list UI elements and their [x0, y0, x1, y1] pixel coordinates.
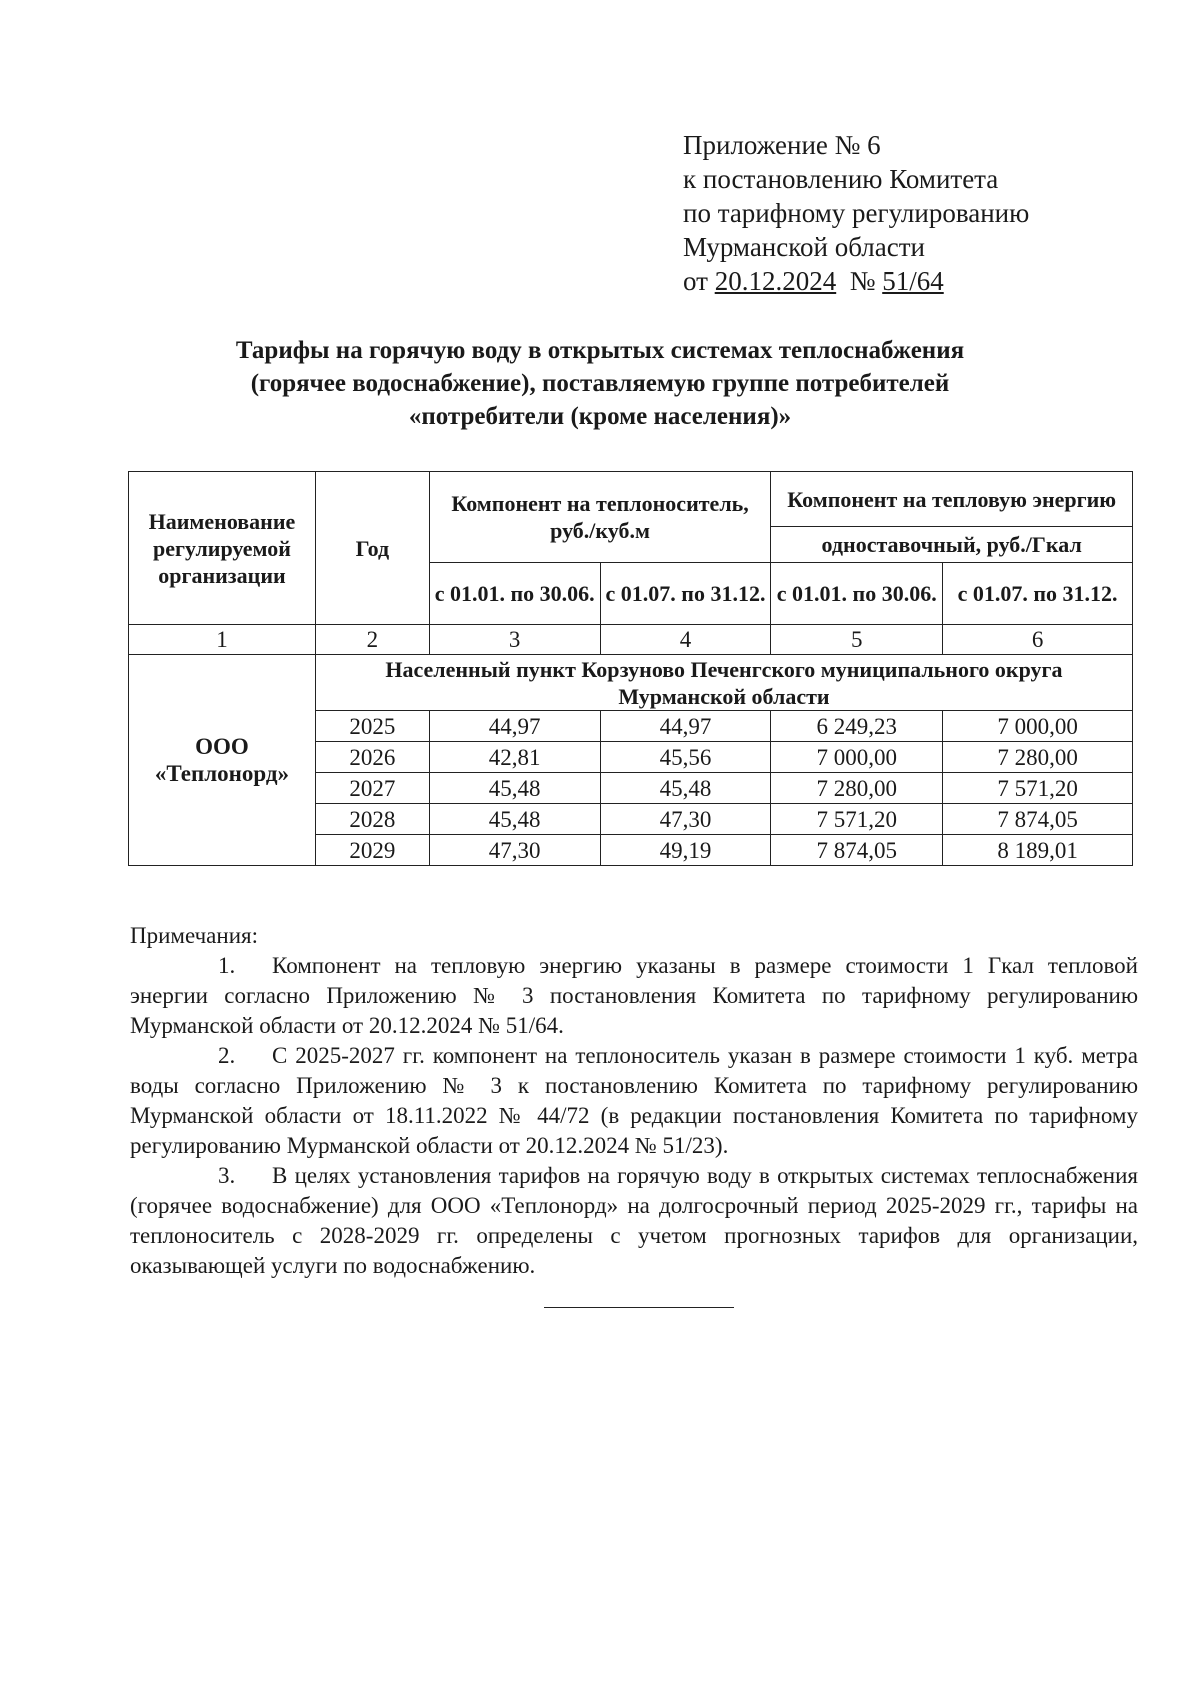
note-text: С 2025-2027 гг. компонент на теплоноситель указан в размере стоимости 1 куб. метра воды согласно Приложению № 3 к постановлению Комитета по тарифному регулированию Мурманской области от 18.11.2022 № 44/72 (в редакции постановления Комитета по тарифному регулированию Мурманской области от 20.12.2024 № 51/23). — [130, 1043, 1138, 1158]
appendix-line-2: к постановлению Комитета — [683, 164, 999, 194]
note-item — [130, 1161, 1138, 1281]
number-prefix: № — [849, 266, 876, 296]
header-energy-sub: одноставочный, руб./Гкал — [771, 527, 1133, 563]
note-text: Компонент на тепловую энергию указаны в размере стоимости 1 Гкал тепловой энергии согласно Приложению № 3 постановления Комитета по тарифному регулированию Мурманской области от 20.12.2024 № 51/64. — [130, 953, 1138, 1038]
header-org: Наименование регулируемой организации — [129, 472, 316, 625]
carrier-h1-cell: 42,81 — [429, 742, 600, 773]
notes-section — [130, 921, 1138, 1281]
title-line-3: «потребители (кроме населения)» — [408, 403, 792, 430]
year-cell: 2028 — [315, 804, 429, 835]
note-number: 2. — [218, 1043, 236, 1068]
energy-h1-cell: 7 571,20 — [771, 804, 943, 835]
header-energy: Компонент на тепловую энергию — [771, 472, 1133, 527]
closing-divider — [544, 1307, 734, 1308]
header-period-1: с 01.01. по 30.06. — [429, 563, 600, 625]
appendix-date-line — [683, 264, 1029, 298]
resolution-date: 20.12.2024 — [714, 266, 837, 296]
energy-h1-cell: 7 280,00 — [771, 773, 943, 804]
column-number: 2 — [315, 625, 429, 655]
date-prefix: от — [683, 266, 708, 296]
header-year: Год — [315, 472, 429, 625]
column-number: 4 — [600, 625, 771, 655]
organization-name: ООО «Теплонорд» — [129, 655, 316, 866]
column-number: 5 — [771, 625, 943, 655]
header-period-4: с 01.07. по 31.12. — [943, 563, 1133, 625]
column-number: 6 — [943, 625, 1133, 655]
energy-h2-cell: 7 280,00 — [943, 742, 1133, 773]
note-number: 1. — [218, 953, 236, 978]
energy-h2-cell: 8 189,01 — [943, 835, 1133, 866]
resolution-number: 51/64 — [882, 266, 944, 296]
tariff-table — [128, 471, 1133, 866]
energy-h1-cell: 7 874,05 — [771, 835, 943, 866]
appendix-line-1: Приложение № 6 — [683, 130, 881, 160]
note-text: В целях установления тарифов на горячую воду в открытых системах теплоснабжения (горячее водоснабжение) для ООО «Теплонорд» на долгосрочный период 2025-2029 гг., тарифы на теплоноситель с 2028-2029 гг. определены с учетом прогнозных тарифов для организации, оказывающей услуги по водоснабжению. — [130, 1163, 1138, 1278]
document-title — [140, 334, 1060, 433]
carrier-h2-cell: 45,56 — [600, 742, 771, 773]
carrier-h2-cell: 49,19 — [600, 835, 771, 866]
year-cell: 2026 — [315, 742, 429, 773]
appendix-header — [683, 128, 1029, 298]
carrier-h2-cell: 45,48 — [600, 773, 771, 804]
energy-h1-cell: 7 000,00 — [771, 742, 943, 773]
column-number: 3 — [429, 625, 600, 655]
energy-h2-cell: 7 000,00 — [943, 711, 1133, 742]
carrier-h2-cell: 44,97 — [600, 711, 771, 742]
year-cell: 2025 — [315, 711, 429, 742]
header-period-3: с 01.01. по 30.06. — [771, 563, 943, 625]
settlement-row: Населенный пункт Корзуново Печенгского муниципального округа Мурманской области — [315, 655, 1132, 711]
title-line-1: Тарифы на горячую воду в открытых системах теплоснабжения — [235, 337, 965, 364]
energy-h2-cell: 7 571,20 — [943, 773, 1133, 804]
carrier-h1-cell: 45,48 — [429, 773, 600, 804]
column-number: 1 — [129, 625, 316, 655]
title-line-2: (горячее водоснабжение), поставляемую группе потребителей — [250, 370, 950, 397]
year-cell: 2027 — [315, 773, 429, 804]
appendix-line-4: Мурманской области — [683, 232, 925, 262]
column-number-row — [129, 625, 1133, 655]
carrier-h1-cell: 45,48 — [429, 804, 600, 835]
year-cell: 2029 — [315, 835, 429, 866]
header-period-2: с 01.07. по 31.12. — [600, 563, 771, 625]
notes-heading: Примечания: — [130, 923, 258, 948]
energy-h2-cell: 7 874,05 — [943, 804, 1133, 835]
energy-h1-cell: 6 249,23 — [771, 711, 943, 742]
carrier-h1-cell: 47,30 — [429, 835, 600, 866]
note-item — [130, 1041, 1138, 1161]
note-item — [130, 951, 1138, 1041]
note-number: 3. — [218, 1163, 236, 1188]
header-carrier: Компонент на теплоноситель, руб./куб.м — [429, 472, 771, 563]
carrier-h2-cell: 47,30 — [600, 804, 771, 835]
carrier-h1-cell: 44,97 — [429, 711, 600, 742]
appendix-line-3: по тарифному регулированию — [683, 198, 1030, 228]
